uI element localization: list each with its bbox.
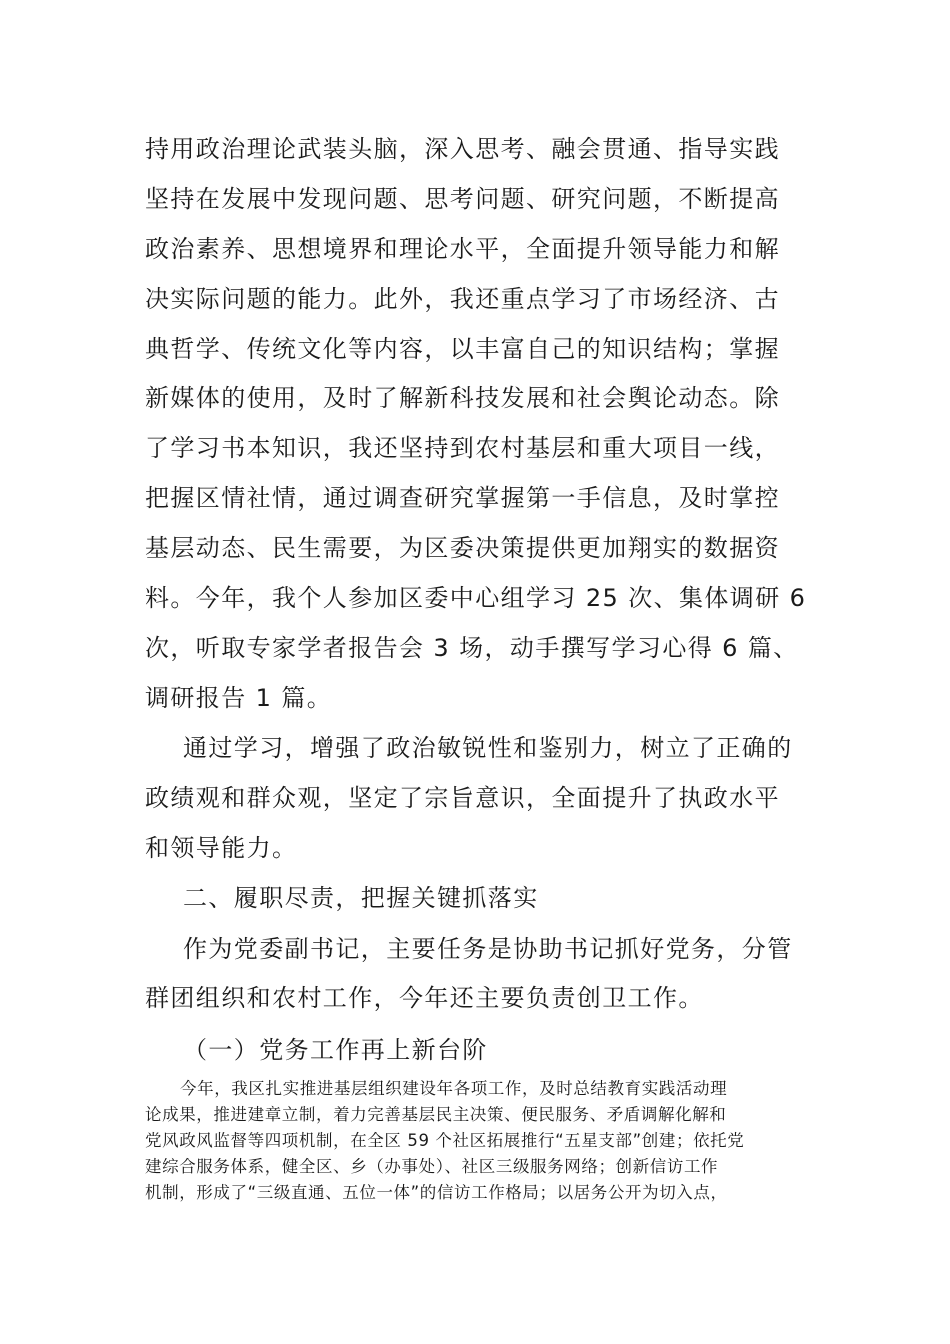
paragraph-1-line-10: 料。今年，我个人参加区委中心组学习 25 次、集体调研 6 <box>145 584 807 612</box>
paragraph-2-line-1: 通过学习，增强了政治敏锐性和鉴别力，树立了正确的 <box>183 734 793 762</box>
paragraph-3-line-1: 作为党委副书记，主要任务是协助书记抓好党务，分管 <box>183 935 793 963</box>
paragraph-4-line-2: 论成果，推进建章立制，着力完善基层民主决策、便民服务、矛盾调解化解和 <box>145 1105 727 1124</box>
paragraph-1-line-6: 新媒体的使用，及时了解新科技发展和社会舆论动态。除 <box>145 384 780 412</box>
paragraph-4-line-4: 建综合服务体系，健全区、乡（办事处）、社区三级服务网络；创新信访工作 <box>145 1157 719 1176</box>
section-2-heading: 二、履职尽责，把握关键抓落实 <box>183 884 539 912</box>
paragraph-4-line-3: 党风政风监督等四项机制，在全区 59 个社区拓展推行“五星支部”创建；依托党 <box>145 1131 745 1150</box>
paragraph-2-line-3: 和领导能力。 <box>145 834 298 862</box>
paragraph-1-line-7: 了学习书本知识，我还坚持到农村基层和重大项目一线， <box>145 434 780 462</box>
paragraph-1-line-1: 持用政治理论武装头脑，深入思考、融会贯通、指导实践 <box>145 135 780 163</box>
paragraph-1-line-8: 把握区情社情，通过调查研究掌握第一手信息，及时掌控 <box>145 484 780 512</box>
paragraph-1-line-12: 调研报告 1 篇。 <box>145 684 333 712</box>
paragraph-4-line-1: 今年，我区扎实推进基层组织建设年各项工作，及时总结教育实践活动理 <box>180 1079 728 1098</box>
paragraph-3-line-2: 群团组织和农村工作，今年还主要负责创卫工作。 <box>145 984 704 1012</box>
paragraph-4-line-5: 机制，形成了“三级直通、五位一体”的信访工作格局；以居务公开为切入点， <box>145 1183 728 1202</box>
paragraph-1-line-9: 基层动态、民生需要，为区委决策提供更加翔实的数据资 <box>145 534 780 562</box>
paragraph-1-line-4: 决实际问题的能力。此外，我还重点学习了市场经济、古 <box>145 285 780 313</box>
paragraph-1-line-5: 典哲学、传统文化等内容，以丰富自己的知识结构；掌握 <box>145 335 780 363</box>
subsection-1-heading: （一）党务工作再上新台阶 <box>183 1036 488 1064</box>
paragraph-1-line-11: 次，听取专家学者报告会 3 场，动手撰写学习心得 6 篇、 <box>145 634 799 662</box>
paragraph-2-line-2: 政绩观和群众观，坚定了宗旨意识，全面提升了执政水平 <box>145 784 780 812</box>
paragraph-1-line-3: 政治素养、思想境界和理论水平，全面提升领导能力和解 <box>145 235 780 263</box>
paragraph-1-line-2: 坚持在发展中发现问题、思考问题、研究问题，不断提高 <box>145 185 780 213</box>
